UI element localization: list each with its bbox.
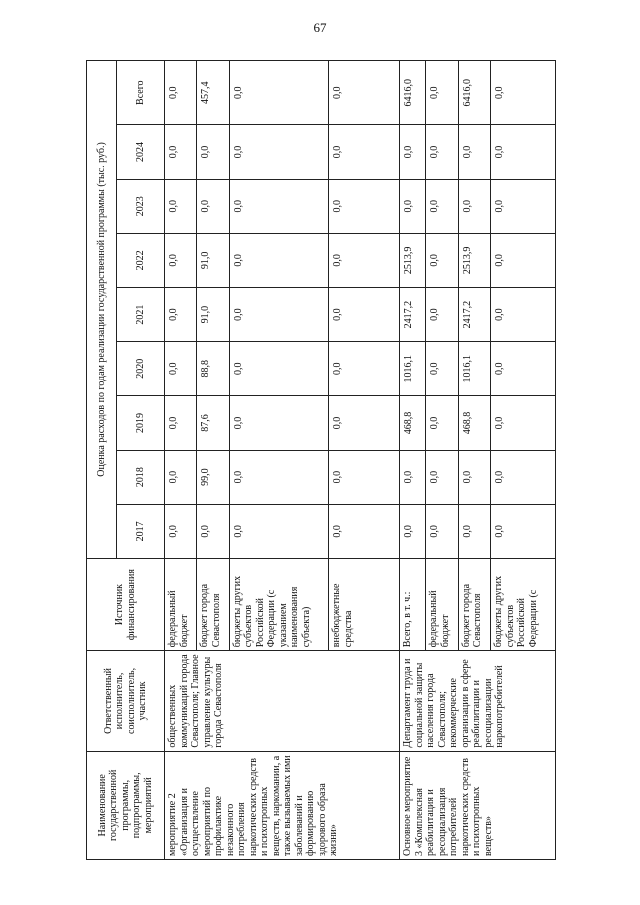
total-cell: 6416,0 <box>400 61 426 125</box>
value-cell: 0,0 <box>329 287 400 341</box>
value-cell: 0,0 <box>197 504 229 558</box>
value-cell: 0,0 <box>165 504 197 558</box>
value-cell: 0,0 <box>426 504 458 558</box>
value-cell: 0,0 <box>329 179 400 233</box>
value-cell: 0,0 <box>165 233 197 287</box>
page-number: 67 <box>313 20 327 35</box>
value-cell: 0,0 <box>491 450 556 504</box>
source-cell: внебюджетные средства <box>329 558 400 650</box>
header-name: Наименование государственной программы, подпрограммы, мероприятий <box>87 751 165 859</box>
total-cell: 0,0 <box>329 61 400 125</box>
value-cell: 2513,9 <box>400 233 426 287</box>
value-cell: 0,0 <box>229 233 328 287</box>
source-cell: федеральный бюджет <box>165 558 197 650</box>
value-cell: 0,0 <box>458 450 490 504</box>
value-cell: 88,8 <box>197 342 229 396</box>
value-cell: 1016,1 <box>400 342 426 396</box>
value-cell: 0,0 <box>165 450 197 504</box>
header-year: 2017 <box>117 504 165 558</box>
value-cell: 87,6 <box>197 396 229 450</box>
header-source: Источник финансирования <box>87 558 165 650</box>
value-cell: 0,0 <box>229 179 328 233</box>
total-cell: 457,4 <box>197 61 229 125</box>
block1-responsible: общественных коммуникаций города Севастополя; Главное управление культуры города Севастополя <box>165 651 400 751</box>
value-cell: 0,0 <box>426 179 458 233</box>
total-cell: 0,0 <box>229 61 328 125</box>
source-cell: бюджеты других субъектов Российской Федерации (с <box>491 558 556 650</box>
source-cell: бюджеты других субъектов Российской Федерации (с указанием наименования субъекта) <box>229 558 328 650</box>
source-cell: федеральный бюджет <box>426 558 458 650</box>
header-year: 2018 <box>117 450 165 504</box>
value-cell: 0,0 <box>458 179 490 233</box>
value-cell: 0,0 <box>458 125 490 179</box>
value-cell: 1016,1 <box>458 342 490 396</box>
value-cell: 468,8 <box>400 396 426 450</box>
total-cell: 0,0 <box>491 61 556 125</box>
value-cell: 91,0 <box>197 233 229 287</box>
total-cell: 0,0 <box>426 61 458 125</box>
value-cell: 0,0 <box>426 125 458 179</box>
value-cell: 0,0 <box>426 450 458 504</box>
value-cell: 0,0 <box>329 450 400 504</box>
value-cell: 0,0 <box>491 125 556 179</box>
value-cell: 0,0 <box>329 504 400 558</box>
total-cell: 0,0 <box>165 61 197 125</box>
source-cell: бюджет города Севастополя <box>458 558 490 650</box>
value-cell: 0,0 <box>229 287 328 341</box>
value-cell: 0,0 <box>229 396 328 450</box>
value-cell: 0,0 <box>329 342 400 396</box>
value-cell: 2513,9 <box>458 233 490 287</box>
value-cell: 2417,2 <box>400 287 426 341</box>
value-cell: 0,0 <box>426 342 458 396</box>
value-cell: 0,0 <box>197 179 229 233</box>
block2-responsible: Департамент труда и социальной защиты населения города Севастополя; некоммерческие организации в сфере реабилитации и ресоциализации наркопотребителей <box>400 651 556 751</box>
block1-name: мероприятие 2 «Организация и осуществление мероприятий по профилактике незаконного потребления наркотических средств и психотропных веществ, наркомании, а также вызываемых ими заболеваний и формированию здорового образа жизни» <box>165 751 400 859</box>
header-estimate: Оценка расходов по годам реализации государственной программы (тыс. руб.) <box>87 61 117 559</box>
value-cell: 0,0 <box>491 233 556 287</box>
value-cell: 0,0 <box>400 179 426 233</box>
value-cell: 0,0 <box>458 504 490 558</box>
value-cell: 0,0 <box>491 396 556 450</box>
value-cell: 0,0 <box>329 125 400 179</box>
total-cell: 6416,0 <box>458 61 490 125</box>
value-cell: 0,0 <box>197 125 229 179</box>
block2-name: Основное мероприятие 3 «Комплексная реабилитация и ресоциализация потребителей наркотических средств и психотропных веществ» <box>400 751 556 859</box>
header-year: 2022 <box>117 233 165 287</box>
value-cell: 99,0 <box>197 450 229 504</box>
value-cell: 0,0 <box>491 179 556 233</box>
funding-table <box>86 60 556 860</box>
value-cell: 0,0 <box>229 342 328 396</box>
value-cell: 0,0 <box>165 125 197 179</box>
header-year: 2021 <box>117 287 165 341</box>
header-year: 2019 <box>117 396 165 450</box>
value-cell: 2417,2 <box>458 287 490 341</box>
value-cell: 0,0 <box>165 342 197 396</box>
value-cell: 91,0 <box>197 287 229 341</box>
value-cell: 0,0 <box>329 233 400 287</box>
source-cell: бюджет города Севастополя <box>197 558 229 650</box>
header-year: 2020 <box>117 342 165 396</box>
rotated-table-wrapper <box>86 60 556 860</box>
value-cell: 0,0 <box>229 504 328 558</box>
value-cell: 0,0 <box>491 504 556 558</box>
value-cell: 0,0 <box>400 450 426 504</box>
header-year: 2024 <box>117 125 165 179</box>
value-cell: 0,0 <box>165 287 197 341</box>
value-cell: 468,8 <box>458 396 490 450</box>
value-cell: 0,0 <box>165 179 197 233</box>
header-year: 2023 <box>117 179 165 233</box>
value-cell: 0,0 <box>491 287 556 341</box>
source-cell: Всего, в т. ч.: <box>400 558 426 650</box>
value-cell: 0,0 <box>400 125 426 179</box>
value-cell: 0,0 <box>165 396 197 450</box>
value-cell: 0,0 <box>491 342 556 396</box>
value-cell: 0,0 <box>400 504 426 558</box>
value-cell: 0,0 <box>426 233 458 287</box>
value-cell: 0,0 <box>426 396 458 450</box>
value-cell: 0,0 <box>229 450 328 504</box>
header-total: Всего <box>117 61 165 125</box>
value-cell: 0,0 <box>229 125 328 179</box>
value-cell: 0,0 <box>426 287 458 341</box>
header-responsible: Ответственный исполнитель, соисполнитель, участник <box>87 651 165 751</box>
value-cell: 0,0 <box>329 396 400 450</box>
